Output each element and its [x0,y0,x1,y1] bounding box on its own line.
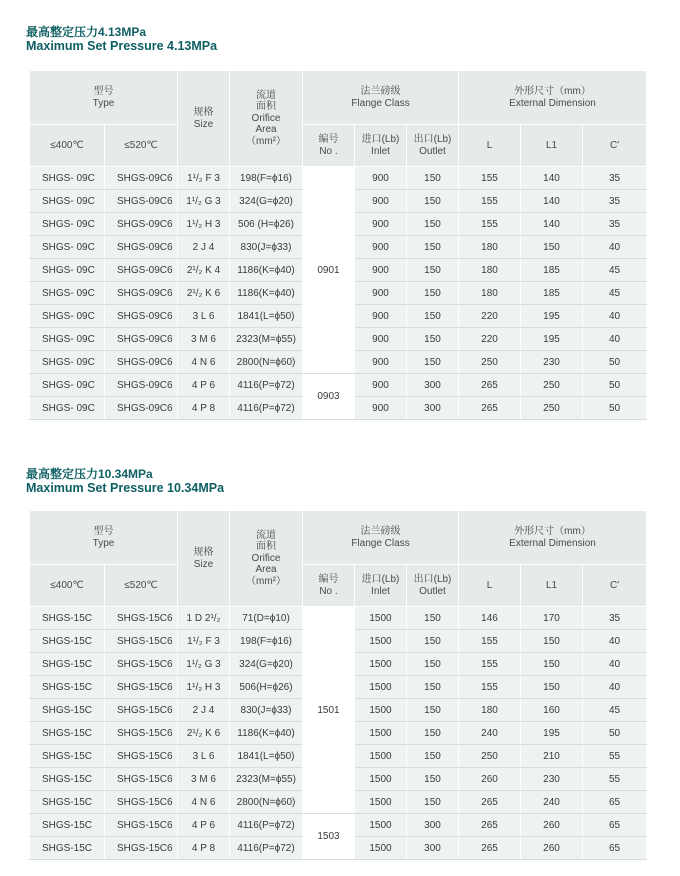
no-header-en: No . [319,145,338,157]
model-400-cell: SHGS-15C [30,791,105,814]
area-cell: 4116(P=ϕ72) [230,397,303,420]
type-header-cn: 型号 [93,86,114,97]
table-row [30,607,647,630]
temp-400-header: ≤400℃ [30,565,105,607]
area-cell: 2323(M=ϕ55) [230,328,303,351]
section-2-title [26,467,224,495]
table-row [30,167,647,190]
area-header [230,71,303,167]
C-cell: 40 [583,653,647,676]
L-cell: 180 [459,282,521,305]
size-cell: 1¹/₂ F 3 [178,167,230,190]
outlet-cell: 150 [407,236,459,259]
inlet-cell: 900 [355,259,407,282]
area-cell: 324(G=ϕ20) [230,190,303,213]
temp-520-header: ≤520℃ [105,125,178,167]
size-header [178,511,230,607]
model-520-cell: SHGS-09C6 [105,167,178,190]
model-400-cell: SHGS- 09C [30,259,105,282]
outlet-header-en: Outlet [419,145,446,157]
model-400-cell: SHGS-15C [30,699,105,722]
inlet-cell: 1500 [355,722,407,745]
C-cell: 35 [583,607,647,630]
L-cell: 155 [459,676,521,699]
model-400-cell: SHGS-15C [30,837,105,860]
model-520-cell: SHGS-15C6 [105,653,178,676]
area-cell: 4116(P=ϕ72) [230,374,303,397]
model-400-cell: SHGS- 09C [30,328,105,351]
C-cell: 45 [583,282,647,305]
inlet-cell: 1500 [355,837,407,860]
outlet-header-cn: 出口(Lb) [413,574,452,585]
area-cell: 2800(N=ϕ60) [230,791,303,814]
size-header-en: Size [193,558,214,570]
area-cell: 198(F=ϕ16) [230,167,303,190]
size-header [178,71,230,167]
C-cell: 40 [583,630,647,653]
inlet-header-en: Inlet [371,585,390,597]
area-cell: 830(J=ϕ33) [230,699,303,722]
inlet-cell: 900 [355,328,407,351]
C-cell: 55 [583,745,647,768]
model-520-cell: SHGS-15C6 [105,768,178,791]
L-cell: 265 [459,791,521,814]
L-header: L [459,125,521,167]
inlet-cell: 1500 [355,814,407,837]
size-cell: 3 M 6 [178,768,230,791]
outlet-cell: 300 [407,837,459,860]
flange-no-cell: 0901 [303,167,355,374]
size-cell: 1¹/₂ G 3 [178,190,230,213]
area-cell: 506 (H=ϕ26) [230,213,303,236]
L-cell: 155 [459,213,521,236]
model-520-cell: SHGS-15C6 [105,607,178,630]
area-cell: 1841(L=ϕ50) [230,745,303,768]
outlet-cell: 150 [407,630,459,653]
L1-cell: 150 [521,653,583,676]
outlet-cell: 150 [407,699,459,722]
flange-header [303,511,459,565]
L-header: L [459,565,521,607]
inlet-cell: 1500 [355,768,407,791]
inlet-cell: 1500 [355,653,407,676]
model-520-cell: SHGS-15C6 [105,722,178,745]
model-520-cell: SHGS-15C6 [105,745,178,768]
C-cell: 65 [583,791,647,814]
area-cell: 1186(K=ϕ40) [230,282,303,305]
inlet-cell: 1500 [355,791,407,814]
C-cell: 50 [583,397,647,420]
area-header-en2: Area [255,124,277,136]
area-header-unit: （mm²） [246,575,286,587]
outlet-cell: 150 [407,213,459,236]
outlet-header [407,125,459,167]
size-cell: 3 L 6 [178,305,230,328]
size-cell: 1¹/₂ H 3 [178,676,230,699]
area-header-cn2: 面积 [256,101,276,113]
outlet-cell: 150 [407,167,459,190]
flange-no-cell: 1503 [303,814,355,860]
area-header [230,511,303,607]
flange-no-cell: 0903 [303,374,355,420]
area-header-cn2: 面积 [256,541,276,553]
outlet-cell: 150 [407,722,459,745]
inlet-cell: 1500 [355,745,407,768]
area-cell: 1186(K=ϕ40) [230,722,303,745]
L1-cell: 140 [521,213,583,236]
inlet-cell: 900 [355,351,407,374]
area-header-en2: Area [255,564,277,576]
size-cell: 3 L 6 [178,745,230,768]
L1-cell: 230 [521,351,583,374]
size-cell: 3 M 6 [178,328,230,351]
C-cell: 50 [583,374,647,397]
outlet-cell: 150 [407,745,459,768]
L1-cell: 170 [521,607,583,630]
L1-cell: 260 [521,814,583,837]
L-cell: 155 [459,167,521,190]
model-400-cell: SHGS-15C [30,745,105,768]
L1-cell: 195 [521,305,583,328]
section-2-title-cn: 最高整定压力10.34MPa [26,467,153,481]
type-header-en: Type [92,537,115,549]
L-cell: 155 [459,190,521,213]
area-header-en1: Orifice [251,112,281,124]
L1-cell: 260 [521,837,583,860]
area-cell: 198(F=ϕ16) [230,630,303,653]
model-400-cell: SHGS- 09C [30,190,105,213]
external-dimension-header-en: External Dimension [509,537,596,549]
header-row-sub [30,125,647,167]
model-520-cell: SHGS-09C6 [105,259,178,282]
L1-cell: 210 [521,745,583,768]
model-520-cell: SHGS-15C6 [105,837,178,860]
inlet-cell: 1500 [355,630,407,653]
model-400-cell: SHGS-15C [30,630,105,653]
model-520-cell: SHGS-09C6 [105,397,178,420]
external-dimension-header [459,71,647,125]
inlet-cell: 900 [355,190,407,213]
size-cell: 2 J 4 [178,699,230,722]
model-400-cell: SHGS-15C [30,676,105,699]
L1-cell: 195 [521,328,583,351]
model-520-cell: SHGS-09C6 [105,374,178,397]
section-1-title [26,25,217,53]
area-header-cn: 流道 [256,529,276,541]
C-cell: 40 [583,676,647,699]
outlet-cell: 150 [407,653,459,676]
no-header [303,125,355,167]
size-cell: 1¹/₂ G 3 [178,653,230,676]
L-cell: 265 [459,814,521,837]
size-cell: 4 P 6 [178,374,230,397]
size-cell: 4 N 6 [178,351,230,374]
model-400-cell: SHGS- 09C [30,374,105,397]
C-cell: 65 [583,814,647,837]
model-400-cell: SHGS- 09C [30,167,105,190]
outlet-cell: 150 [407,676,459,699]
model-400-cell: SHGS-15C [30,607,105,630]
model-520-cell: SHGS-15C6 [105,814,178,837]
C-cell: 40 [583,328,647,351]
model-520-cell: SHGS-15C6 [105,630,178,653]
area-cell: 830(J=ϕ33) [230,236,303,259]
model-520-cell: SHGS-09C6 [105,282,178,305]
inlet-header-en: Inlet [371,145,390,157]
C-cell: 35 [583,167,647,190]
L1-cell: 195 [521,722,583,745]
no-header-en: No . [319,585,338,597]
outlet-header [407,565,459,607]
L-cell: 155 [459,653,521,676]
L-cell: 220 [459,305,521,328]
model-520-cell: SHGS-09C6 [105,351,178,374]
inlet-cell: 900 [355,213,407,236]
area-cell: 4116(P=ϕ72) [230,837,303,860]
temp-400-header: ≤400℃ [30,125,105,167]
model-520-cell: SHGS-09C6 [105,190,178,213]
flange-header-en: Flange Class [351,97,410,109]
L-cell: 265 [459,397,521,420]
area-cell: 506(H=ϕ26) [230,676,303,699]
size-cell: 4 P 8 [178,397,230,420]
C-cell: 45 [583,259,647,282]
L1-cell: 230 [521,768,583,791]
model-400-cell: SHGS-15C [30,722,105,745]
inlet-header [355,125,407,167]
size-cell: 2¹/₂ K 4 [178,259,230,282]
model-400-cell: SHGS- 09C [30,351,105,374]
L-cell: 180 [459,236,521,259]
outlet-cell: 150 [407,328,459,351]
type-header-en: Type [92,97,115,109]
L1-cell: 250 [521,397,583,420]
L1-cell: 160 [521,699,583,722]
inlet-cell: 1500 [355,607,407,630]
section-2-title-en: Maximum Set Pressure 10.34MPa [26,481,225,495]
model-520-cell: SHGS-15C6 [105,699,178,722]
header-row-sub [30,565,647,607]
outlet-header-en: Outlet [419,585,446,597]
inlet-cell: 1500 [355,699,407,722]
type-header [30,71,178,125]
C-cell: 35 [583,213,647,236]
size-header-cn: 规格 [193,547,214,558]
external-dimension-header-cn: 外形尺寸（mm） [514,86,591,97]
size-cell: 1¹/₂ F 3 [178,630,230,653]
inlet-cell: 900 [355,397,407,420]
size-cell: 1¹/₂ H 3 [178,213,230,236]
outlet-cell: 300 [407,374,459,397]
outlet-cell: 150 [407,351,459,374]
L1-header: L1 [521,125,583,167]
type-header-cn: 型号 [93,526,114,537]
L-cell: 146 [459,607,521,630]
outlet-cell: 300 [407,814,459,837]
L1-header: L1 [521,565,583,607]
model-400-cell: SHGS- 09C [30,305,105,328]
external-dimension-header [459,511,647,565]
flange-header [303,71,459,125]
inlet-header [355,565,407,607]
outlet-cell: 150 [407,190,459,213]
C-cell: 65 [583,837,647,860]
size-cell: 4 P 8 [178,837,230,860]
temp-520-header: ≤520℃ [105,565,178,607]
header-row-top [30,71,647,125]
L1-cell: 150 [521,676,583,699]
L1-cell: 185 [521,259,583,282]
model-400-cell: SHGS-15C [30,653,105,676]
C-cell: 50 [583,722,647,745]
outlet-cell: 150 [407,768,459,791]
size-cell: 4 P 6 [178,814,230,837]
L1-cell: 185 [521,282,583,305]
model-400-cell: SHGS- 09C [30,282,105,305]
model-400-cell: SHGS-15C [30,768,105,791]
no-header-cn: 编号 [318,134,339,145]
C-cell: 40 [583,305,647,328]
header-row-top [30,511,647,565]
flange-no-cell: 1501 [303,607,355,814]
L1-cell: 140 [521,167,583,190]
L1-cell: 150 [521,630,583,653]
section-1-title-cn: 最高整定压力4.13MPa [26,25,147,39]
outlet-cell: 150 [407,607,459,630]
size-cell: 2¹/₂ K 6 [178,722,230,745]
L-cell: 260 [459,768,521,791]
spec-table-1 [29,70,647,420]
external-dimension-header-cn: 外形尺寸（mm） [514,526,591,537]
L-cell: 265 [459,374,521,397]
inlet-cell: 1500 [355,676,407,699]
L1-cell: 240 [521,791,583,814]
C-cell: 50 [583,351,647,374]
C-cell: 40 [583,236,647,259]
L-cell: 265 [459,837,521,860]
L-cell: 180 [459,699,521,722]
external-dimension-header-en: External Dimension [509,97,596,109]
area-cell: 4116(P=ϕ72) [230,814,303,837]
flange-header-cn: 法兰磅级 [360,526,401,537]
area-header-cn: 流道 [256,89,276,101]
L1-cell: 250 [521,374,583,397]
model-520-cell: SHGS-09C6 [105,328,178,351]
L-cell: 180 [459,259,521,282]
outlet-header-cn: 出口(Lb) [413,134,452,145]
no-header [303,565,355,607]
area-cell: 71(D=ϕ10) [230,607,303,630]
model-400-cell: SHGS- 09C [30,213,105,236]
type-header [30,511,178,565]
inlet-header-cn: 进口(Lb) [361,574,400,585]
L-cell: 155 [459,630,521,653]
inlet-cell: 900 [355,305,407,328]
model-520-cell: SHGS-09C6 [105,305,178,328]
outlet-cell: 150 [407,305,459,328]
C-header: C′ [583,125,647,167]
outlet-cell: 300 [407,397,459,420]
area-cell: 324(G=ϕ20) [230,653,303,676]
section-1-title-en: Maximum Set Pressure 4.13MPa [26,39,218,53]
area-cell: 2800(N=ϕ60) [230,351,303,374]
inlet-cell: 900 [355,374,407,397]
size-cell: 2 J 4 [178,236,230,259]
outlet-cell: 150 [407,791,459,814]
area-cell: 2323(M=ϕ55) [230,768,303,791]
outlet-cell: 150 [407,259,459,282]
model-400-cell: SHGS- 09C [30,236,105,259]
L-cell: 250 [459,745,521,768]
table-row [30,374,647,397]
flange-header-cn: 法兰磅级 [360,86,401,97]
inlet-cell: 900 [355,282,407,305]
size-header-en: Size [193,118,214,130]
model-400-cell: SHGS-15C [30,814,105,837]
model-520-cell: SHGS-09C6 [105,236,178,259]
size-cell: 1 D 2¹/₂ [178,607,230,630]
model-520-cell: SHGS-09C6 [105,213,178,236]
L1-cell: 150 [521,236,583,259]
area-header-en1: Orifice [251,552,281,564]
C-header: C′ [583,565,647,607]
area-header-unit: （mm²） [246,135,286,147]
size-cell: 4 N 6 [178,791,230,814]
inlet-cell: 900 [355,236,407,259]
model-520-cell: SHGS-15C6 [105,791,178,814]
L-cell: 240 [459,722,521,745]
C-cell: 45 [583,699,647,722]
inlet-header-cn: 进口(Lb) [361,134,400,145]
model-400-cell: SHGS- 09C [30,397,105,420]
L1-cell: 140 [521,190,583,213]
no-header-cn: 编号 [318,574,339,585]
outlet-cell: 150 [407,282,459,305]
L-cell: 220 [459,328,521,351]
size-cell: 2¹/₂ K 6 [178,282,230,305]
C-cell: 35 [583,190,647,213]
area-cell: 1186(K=ϕ40) [230,259,303,282]
flange-header-en: Flange Class [351,537,410,549]
C-cell: 55 [583,768,647,791]
spec-table-2 [29,510,647,860]
model-520-cell: SHGS-15C6 [105,676,178,699]
area-cell: 1841(L=ϕ50) [230,305,303,328]
L-cell: 250 [459,351,521,374]
inlet-cell: 900 [355,167,407,190]
size-header-cn: 规格 [193,107,214,118]
table-row [30,814,647,837]
